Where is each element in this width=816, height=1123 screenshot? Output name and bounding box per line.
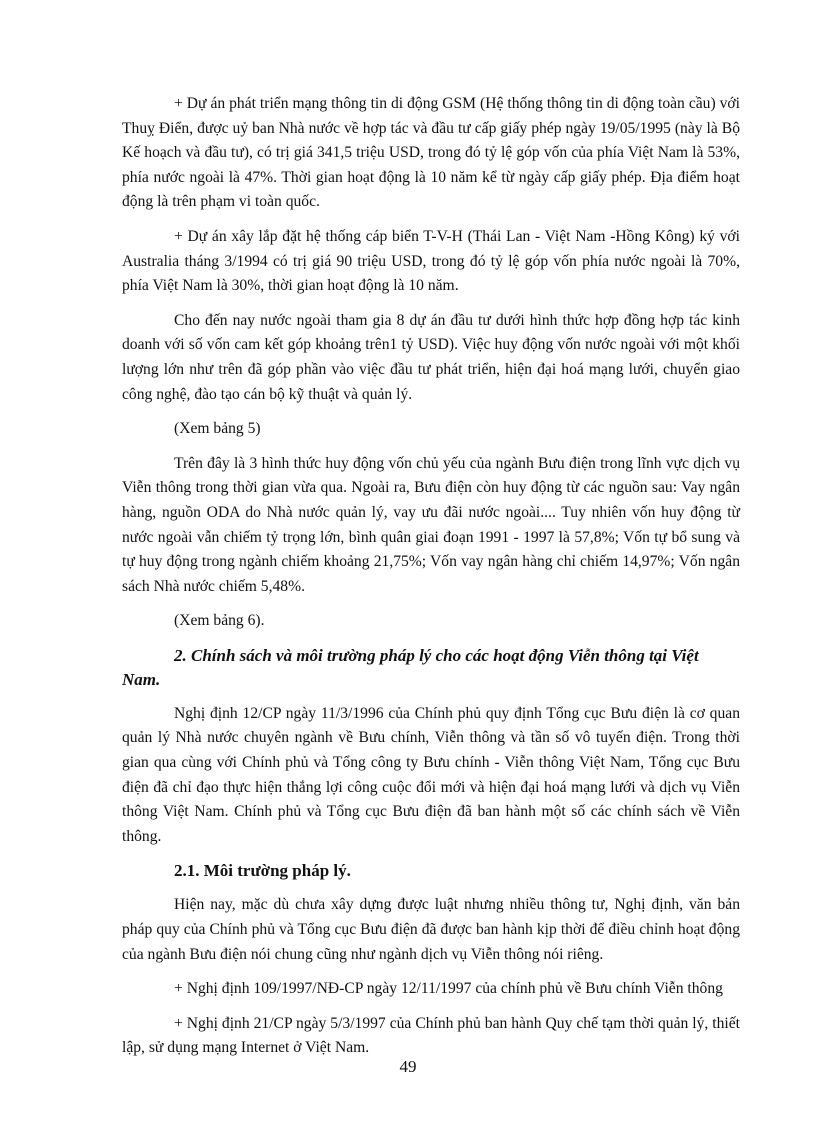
paragraph-cable-project: + Dự án xây lắp đặt hệ thống cáp biển T-V-H (Thái Lan - Việt Nam -Hồng Kông) ký với Australia tháng 3/1994 có trị giá 90 triệu USD, trong đó tỷ lệ góp vốn phía nước ngoài là 70%, phía Việt Nam là 30%, thời gian hoạt động là 10 năm. (122, 227, 740, 295)
section-heading: 2. Chính sách và môi trường pháp lý cho các hoạt động Viễn thông tại Việt Nam. (122, 645, 699, 689)
page-content (122, 92, 740, 1071)
paragraph-capital-sources: Trên đây là 3 hình thức huy động vốn chủ yếu của ngành Bưu điện trong lĩnh vực dịch vụ Viễn thông trong thời gian vừa qua. Ngoài ra, Bưu điện còn huy động từ các nguồn sau: Vay ngân hàng, nguồn ODA do Nhà nước quản lý, vay ưu đãi nước ngoài.... Tuy nhiên vốn huy động từ nước ngoài vẫn chiếm tỷ trọng lớn, bình quân giai đoạn 1991 - 1997 là 57,8%; Vốn tự bổ sung và tự huy động trong ngành chiếm khoảng 21,75%; Vốn vay ngân hàng chỉ chiếm 14,97%; Vốn ngân sách Nhà nước chiếm 5,48%. (122, 454, 740, 595)
paragraph-see-table-6: (Xem bảng 6). (174, 612, 265, 630)
paragraph-decree-21: + Nghị định 21/CP ngày 5/3/1997 của Chính phủ ban hành Quy chế tạm thời quản lý, thiết lập, sử dụng mạng Internet ở Việt Nam. (122, 1014, 740, 1057)
paragraph-decree-109: + Nghị định 109/1997/NĐ-CP ngày 12/11/1997 của chính phủ về Bưu chính Viễn thông (174, 980, 723, 998)
paragraph-see-table-5: (Xem bảng 5) (174, 420, 261, 438)
paragraph-foreign-investment: Cho đến nay nước ngoài tham gia 8 dự án đầu tư dưới hình thức hợp đồng hợp tác kinh doanh với số vốn cam kết góp khoảng trên1 tỷ USD). Việc huy động vốn nước ngoài với một khối lượng lớn như trên đã góp phần vào việc đầu tư phát triển, hiện đại hoá mạng lưới, chuyển giao công nghệ, đào tạo cán bộ kỹ thuật và quản lý. (122, 311, 740, 403)
paragraph-decree-12: Nghị định 12/CP ngày 11/3/1996 của Chính phủ quy định Tổng cục Bưu điện là cơ quan quản lý Nhà nước chuyên ngành về Bưu chính, Viễn thông và tần số vô tuyến điện. Trong thời gian qua cùng với Chính phủ và Tổng công ty Bưu chính - Viễn thông Việt Nam, Tổng cục Bưu điện đã chỉ đạo thực hiện thắng lợi công cuộc đổi mới và hiện đại hoá mạng lưới và dịch vụ Viễn thông Việt Nam. Chính phủ và Tổng cục Bưu điện đã ban hành một số các chính sách về Viễn thông. (122, 704, 740, 845)
subsection-heading: 2.1. Môi trường pháp lý. (174, 861, 351, 881)
paragraph-gsm-project: + Dự án phát triển mạng thông tin di động GSM (Hệ thống thông tin di động toàn cầu) với Thuỵ Điển, được uỷ ban Nhà nước về hợp tác và đầu tư cấp giấy phép ngày 19/05/1995 (này là Bộ Kế hoạch và đầu tư), có trị giá 341,5 triệu USD, trong đó tỷ lệ góp vốn của phía Việt Nam là 53%, phía nước ngoài là 47%. Thời gian hoạt động là 10 năm kể từ ngày cấp giấy phép. Địa điểm hoạt động là trên phạm vi toàn quốc. (122, 95, 740, 211)
page-number: 49 (399, 1057, 417, 1076)
paragraph-legal-framework: Hiện nay, mặc dù chưa xây dựng được luật nhưng nhiều thông tư, Nghị định, văn bản pháp quy của Chính phủ và Tổng cục Bưu điện đã được ban hành kịp thời để điều chỉnh hoạt động của ngành Bưu điện nói chung cũng như ngành dịch vụ Viễn thông nói riêng. (122, 896, 740, 963)
